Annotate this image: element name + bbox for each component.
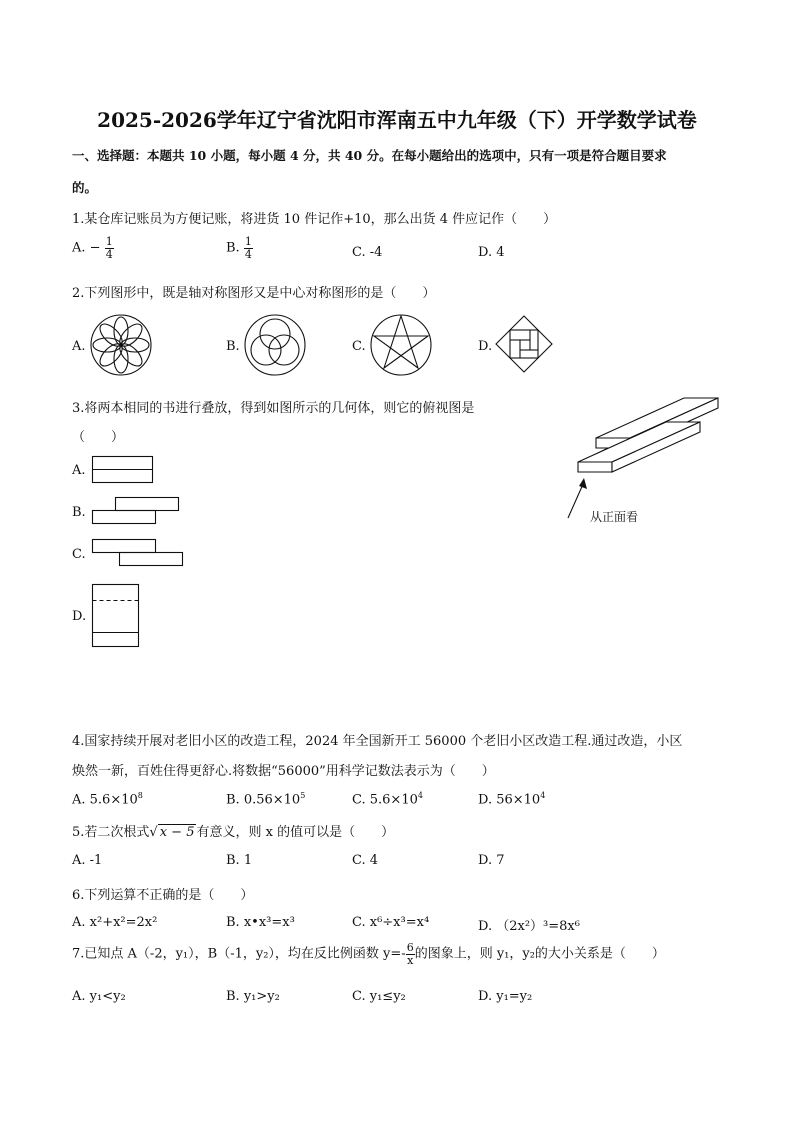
q2-b-label: B. <box>226 339 240 354</box>
section-intro-line1: 一、选择题：本题共 10 小题，每小题 4 分，共 40 分。在每小题给出的选项中，只有一项是符合题目要求 <box>72 148 667 163</box>
q1-option-c: C. -4 <box>352 245 383 260</box>
q7-option-d: D. y₁=y₂ <box>478 989 533 1004</box>
page-title: 2025-2026学年辽宁省沈阳市浑南五中九年级（下）开学数学试卷 <box>97 108 697 132</box>
q4-b-exp: 5 <box>300 791 306 800</box>
q2-option-a-flower-figure <box>88 312 154 378</box>
q1-option-b <box>226 236 253 260</box>
q2-a-label: A. <box>72 339 86 354</box>
q3-option-c-figure <box>92 539 186 567</box>
q6-option-c: C. x⁶÷x³=x⁴ <box>352 915 430 930</box>
q3-a-label: A. <box>72 463 86 478</box>
q1-b-num: 1 <box>244 235 252 248</box>
q4-option-b <box>226 791 305 807</box>
q2-option-b-circles-figure <box>242 312 308 378</box>
q7-frac-den: x <box>407 953 414 967</box>
q3-stem-line1: 3.将两本相同的书进行叠放，得到如图所示的几何体，则它的俯视图是 <box>72 401 475 416</box>
q5-radicand: x − 5 <box>159 825 195 840</box>
q4-stem-line1: 4.国家持续开展对老旧小区的改造工程，2024 年全国新开工 56000 个老旧小区改造工程.通过改造，小区 <box>72 734 683 749</box>
q7-option-a: A. y₁<y₂ <box>72 989 126 1004</box>
q1-option-d: D. 4 <box>478 245 505 260</box>
q1-stem: 1.某仓库记账员为方便记账，将进货 10 件记作+10，那么出货 4 件应记作（ ） <box>72 212 557 227</box>
q4-d-base: D. 56×10 <box>478 792 541 808</box>
q3-stacked-books-figure <box>560 392 730 532</box>
q1-a-sign: − <box>89 240 101 256</box>
q2-d-label: D. <box>478 339 493 354</box>
q3-option-b-figure <box>92 497 182 525</box>
q4-option-c <box>352 791 423 807</box>
q4-stem-line2: 焕然一新，百姓住得更舒心.将数据“56000”用科学记数法表示为（ ） <box>72 764 495 779</box>
q4-d-exp: 4 <box>540 791 546 800</box>
q1-a-den: 4 <box>105 247 113 261</box>
q3-stem-line2: （ ） <box>72 430 125 445</box>
q5-option-a: A. -1 <box>72 853 103 868</box>
q5-option-c: C. 4 <box>352 853 379 868</box>
section-intro-line2: 的。 <box>72 180 98 195</box>
q5-option-b: B. 1 <box>226 853 253 868</box>
q7-stem <box>72 942 665 966</box>
q7-option-b: B. y₁>y₂ <box>226 989 280 1004</box>
q7-frac-num: 6 <box>406 941 414 954</box>
q3-option-a-figure <box>92 456 154 484</box>
q5-stem-post: 有意义，则 x 的值可以是（ ） <box>196 825 395 840</box>
q7-stem-pre: 7.已知点 A（-2，y₁），B（-1，y₂），均在反比例函数 y=- <box>72 946 406 962</box>
sqrt-icon: √ <box>149 825 158 840</box>
q1-b-label: B. <box>226 240 240 256</box>
q4-option-a <box>72 791 143 807</box>
q5-stem-pre: 5.若二次根式 <box>72 825 150 840</box>
q7-fraction <box>406 942 415 966</box>
q4-c-exp: 4 <box>417 791 423 800</box>
q5-stem <box>72 821 394 840</box>
q3-c-label: C. <box>72 547 86 562</box>
q1-option-a <box>72 236 114 260</box>
q4-b-base: B. 0.56×10 <box>226 792 301 808</box>
q4-a-base: A. 5.6×10 <box>72 792 138 808</box>
q1-a-fraction <box>105 236 114 260</box>
q1-b-den: 4 <box>244 247 252 261</box>
q1-a-label: A. <box>72 240 86 256</box>
q4-a-exp: 8 <box>137 791 143 800</box>
q6-stem: 6.下列运算不正确的是（ ） <box>72 888 254 903</box>
q3-d-label: D. <box>72 609 87 624</box>
q7-option-c: C. y₁≤y₂ <box>352 989 406 1004</box>
q2-option-c-star-figure <box>368 312 434 378</box>
q3-view-label: 从正面看 <box>590 510 639 524</box>
q6-option-d: D. （2x²）³=8x⁶ <box>478 919 580 934</box>
q4-c-base: C. 5.6×10 <box>352 792 418 808</box>
q7-stem-post: 的图象上，则 y₁，y₂的大小关系是（ ） <box>414 946 665 962</box>
q1-b-fraction <box>244 236 253 260</box>
q5-option-d: D. 7 <box>478 853 505 868</box>
q2-c-label: C. <box>352 339 366 354</box>
q4-option-d <box>478 791 545 807</box>
q3-option-d-figure <box>92 584 140 648</box>
q2-stem: 2.下列图形中，既是轴对称图形又是中心对称图形的是（ ） <box>72 286 436 301</box>
q1-a-num: 1 <box>105 235 113 248</box>
q6-option-b: B. x•x³=x³ <box>226 915 295 930</box>
q6-option-a: A. x²+x²=2x² <box>72 915 158 930</box>
q3-b-label: B. <box>72 505 86 520</box>
q2-option-d-square-figure <box>494 314 558 378</box>
